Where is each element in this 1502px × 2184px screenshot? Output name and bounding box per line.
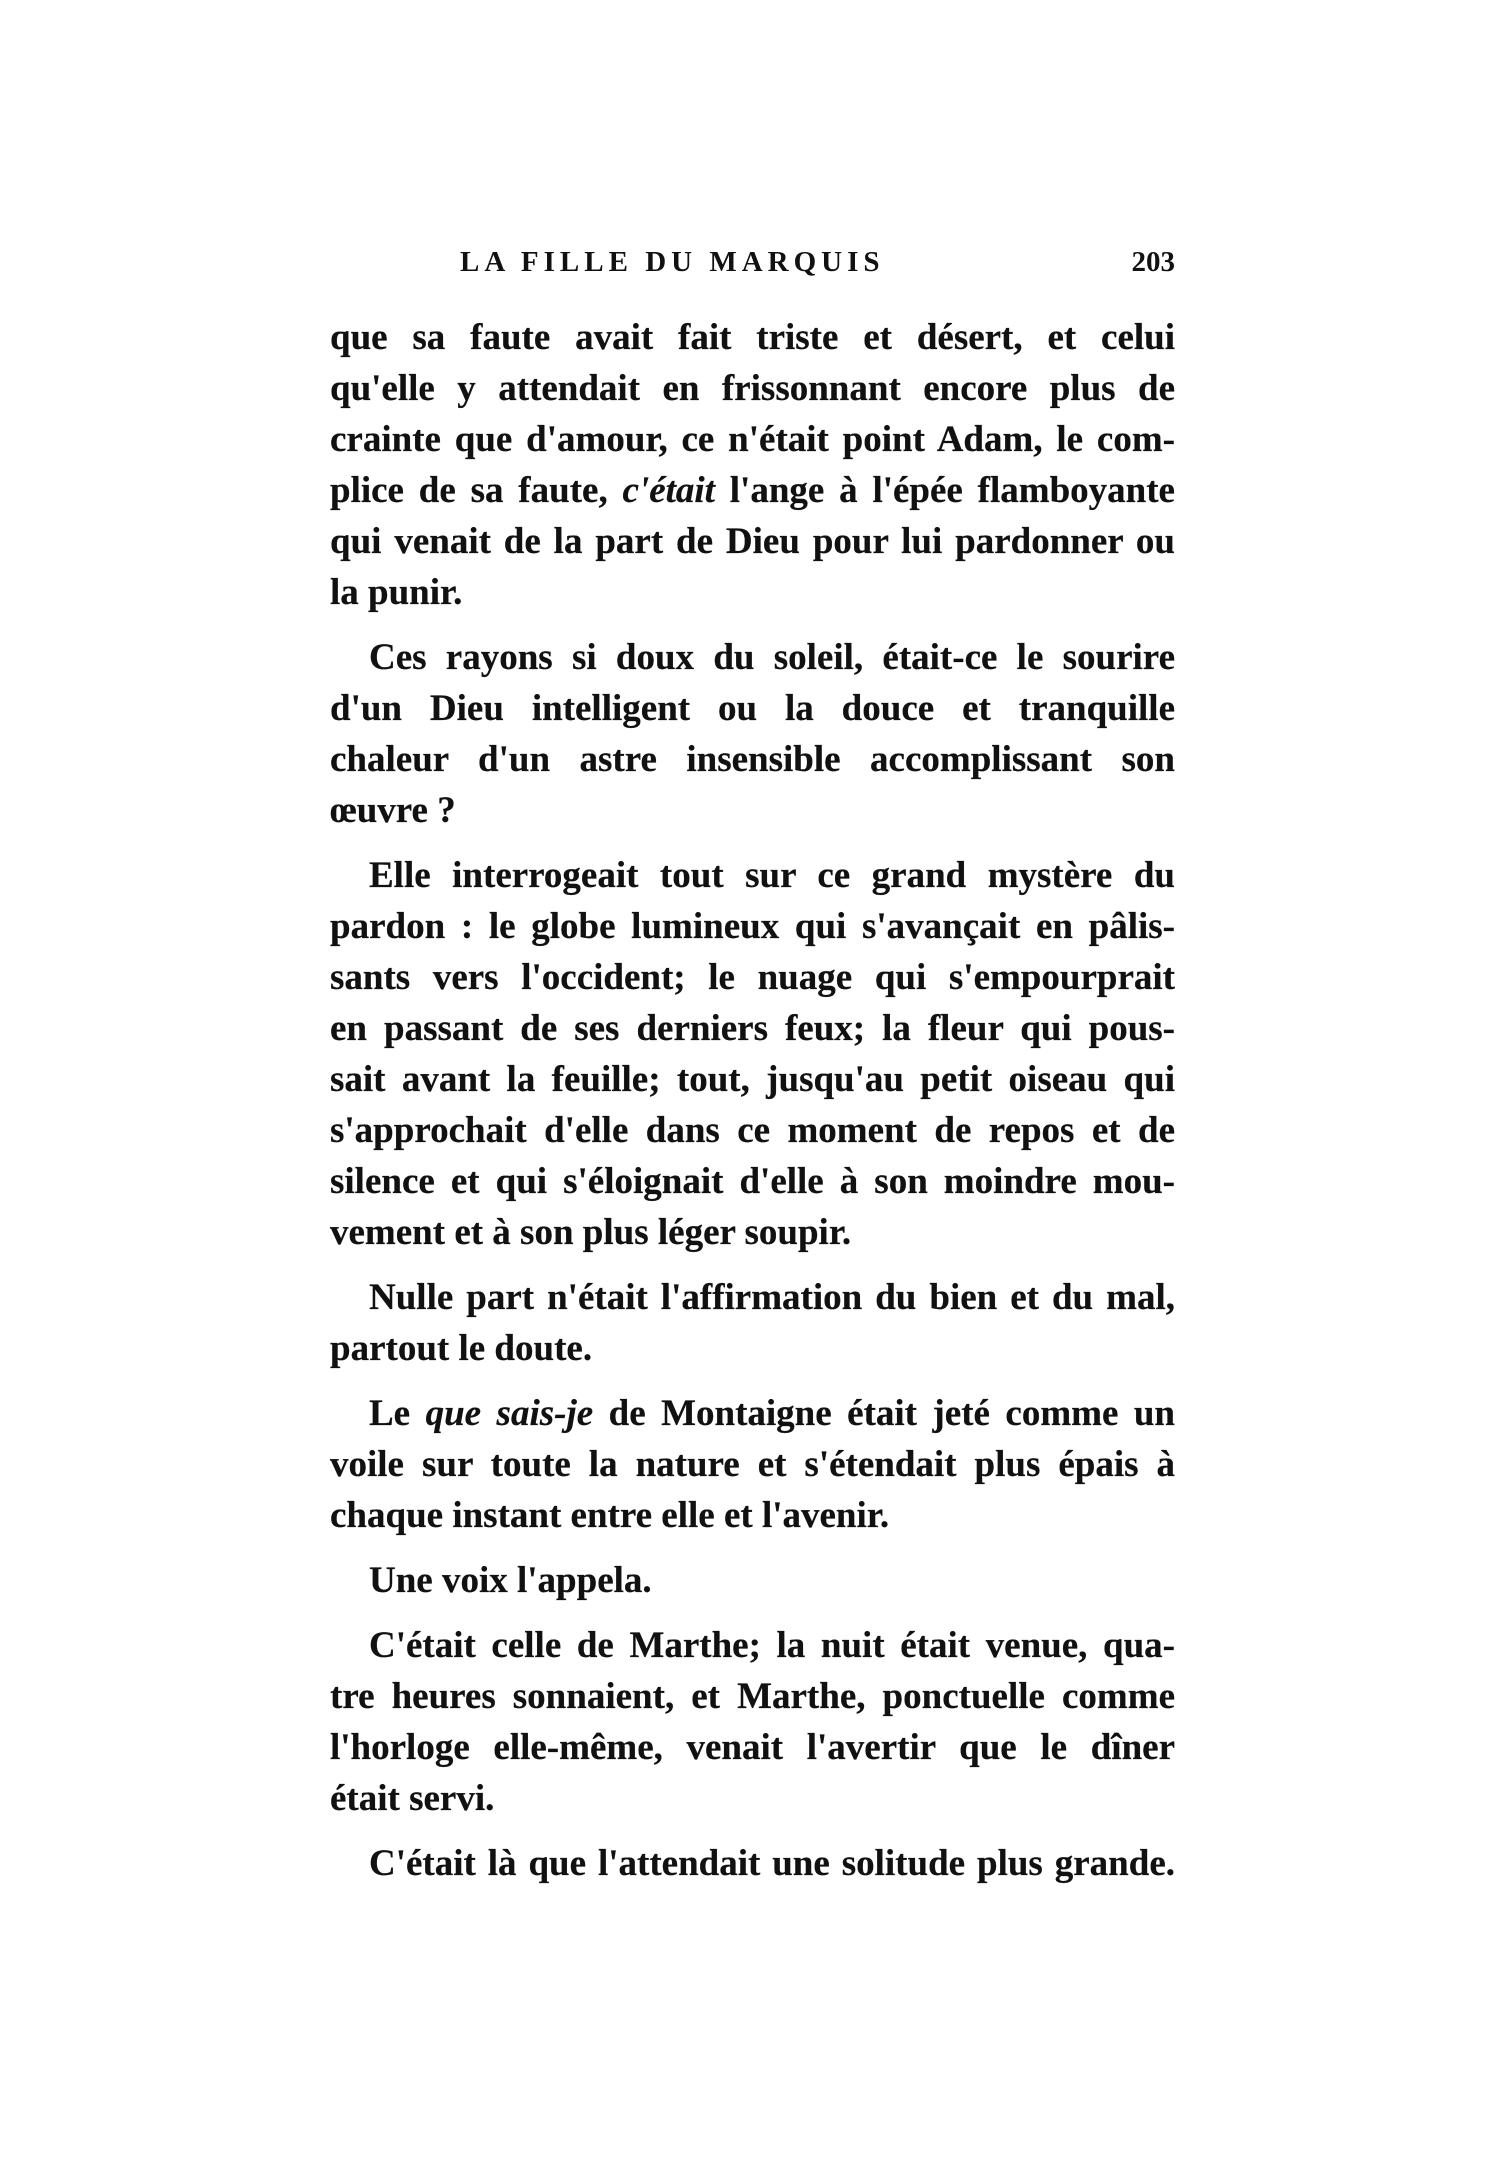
text-line: sait avant la feuille; tout, jusqu'au petit oiseau qui bbox=[330, 1059, 1175, 1100]
text-line: l'horloge elle-même, venait l'avertir que le dîner bbox=[330, 1727, 1175, 1768]
text-line: s'approchait d'elle dans ce moment de repos et de bbox=[330, 1110, 1175, 1151]
text-line: chaque instant entre elle et l'avenir. bbox=[330, 1495, 890, 1536]
text-segment: plice de sa faute, bbox=[330, 470, 623, 511]
italic-text: que sais-je bbox=[425, 1393, 594, 1434]
text-segment: de Montaigne était jeté comme un bbox=[593, 1393, 1176, 1434]
paragraph bbox=[330, 850, 1175, 1258]
paragraph bbox=[330, 1555, 1175, 1606]
text-line: tre heures sonnaient, et Marthe, ponctuelle comme bbox=[330, 1676, 1175, 1717]
text-line: que sa faute avait fait triste et désert, et celui bbox=[330, 317, 1175, 358]
paragraph bbox=[330, 1272, 1175, 1374]
italic-text: c'était bbox=[622, 470, 715, 511]
text-line: pardon : le globe lumineux qui s'avançait en pâlis- bbox=[330, 906, 1175, 947]
text-line: sants vers l'occident; le nuage qui s'empourprait bbox=[330, 957, 1175, 998]
text-line: était servi. bbox=[330, 1778, 495, 1819]
text-line: chaleur d'un astre insensible accomplissant son bbox=[330, 739, 1175, 780]
text-line: la punir. bbox=[330, 572, 463, 613]
text-segment: l'ange à l'épée flamboyante bbox=[714, 470, 1175, 511]
paragraph bbox=[330, 632, 1175, 836]
text-line: partout le doute. bbox=[330, 1328, 593, 1369]
text-line: crainte que d'amour, ce n'était point Adam, le com- bbox=[330, 419, 1175, 460]
running-header bbox=[330, 246, 1175, 286]
paragraph bbox=[330, 1620, 1175, 1824]
text-line: qu'elle y attendait en frissonnant encore plus de bbox=[330, 368, 1175, 409]
text-line: qui venait de la part de Dieu pour lui pardonner ou bbox=[330, 521, 1175, 562]
text-line: Une voix l'appela. bbox=[369, 1560, 652, 1601]
text-line: Ces rayons si doux du soleil, était-ce le sourire bbox=[369, 637, 1175, 678]
text-segment: Le bbox=[369, 1393, 426, 1434]
text-line: vement et à son plus léger soupir. bbox=[330, 1212, 852, 1253]
page-number: 203 bbox=[1131, 246, 1175, 278]
paragraph bbox=[330, 1388, 1175, 1541]
text-line: silence et qui s'éloignait d'elle à son moindre mou- bbox=[330, 1161, 1175, 1202]
text-line: œuvre ? bbox=[330, 790, 456, 831]
text-line bbox=[330, 465, 1175, 516]
text-line: C'était là que l'attendait une solitude plus grande. bbox=[369, 1843, 1175, 1884]
text-line bbox=[330, 1388, 1175, 1439]
text-line: C'était celle de Marthe; la nuit était venue, qua- bbox=[369, 1625, 1175, 1666]
text-line: d'un Dieu intelligent ou la douce et tranquille bbox=[330, 688, 1175, 729]
text-line: Elle interrogeait tout sur ce grand mystère du bbox=[369, 855, 1175, 896]
body-text bbox=[330, 312, 1175, 1889]
paragraph bbox=[330, 1838, 1175, 1889]
text-line: en passant de ses derniers feux; la fleur qui pous- bbox=[330, 1008, 1175, 1049]
paragraph bbox=[330, 312, 1175, 618]
text-line: Nulle part n'était l'affirmation du bien et du mal, bbox=[369, 1277, 1175, 1318]
running-title: LA FILLE DU MARQUIS bbox=[460, 246, 885, 278]
text-line: voile sur toute la nature et s'étendait plus épais à bbox=[330, 1444, 1175, 1485]
